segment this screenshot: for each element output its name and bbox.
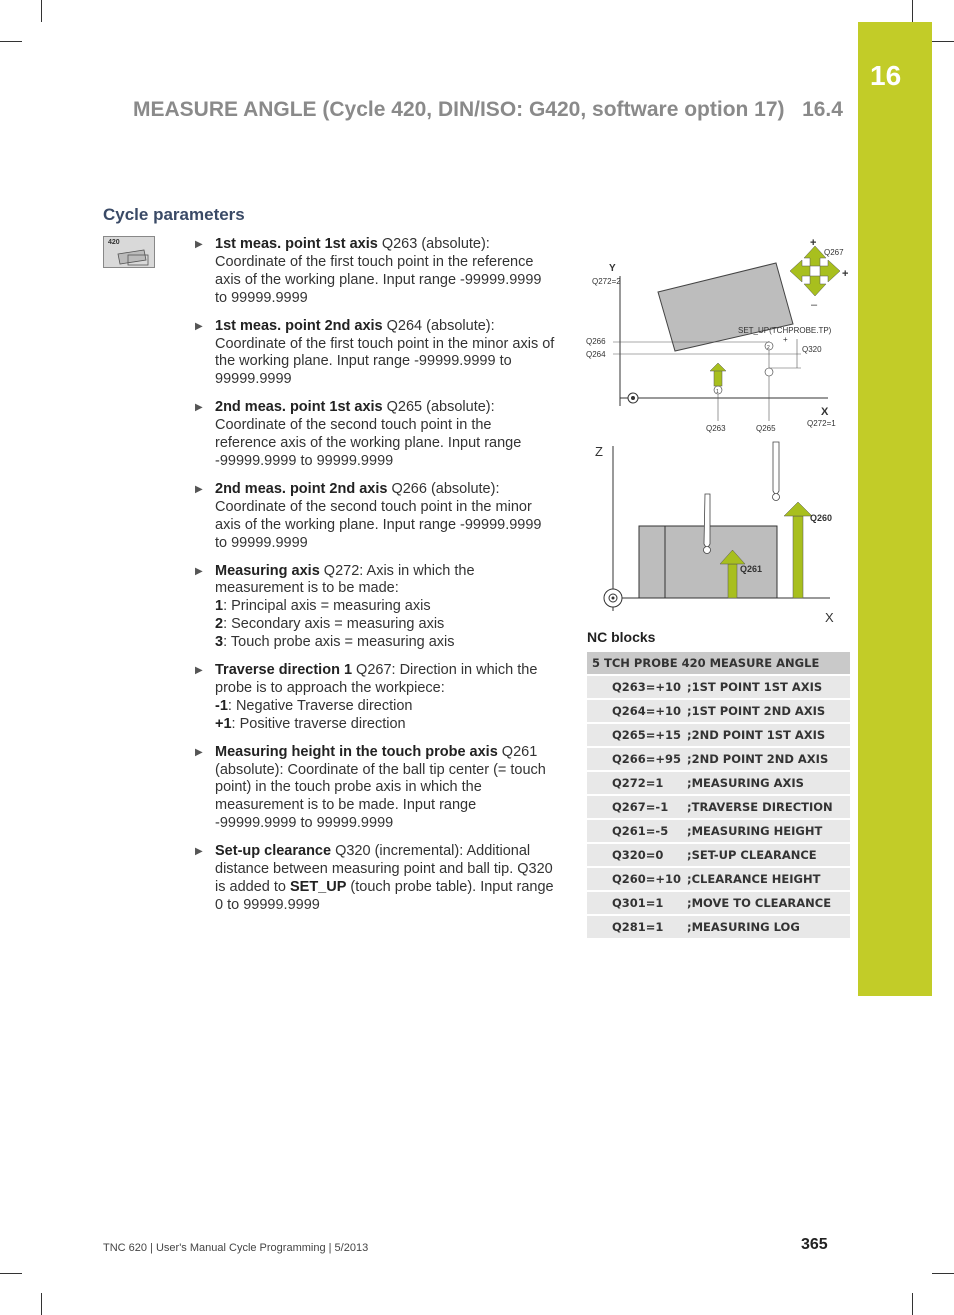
- bullet-arrow-icon: ▶: [195, 239, 203, 250]
- parameter-desc-bold: SET_UP: [289, 879, 347, 895]
- nc-code: Q261=-5: [587, 819, 687, 843]
- parameter-list: [195, 236, 555, 925]
- parameter-name: Traverse direction 1: [215, 662, 353, 679]
- diag-q263: Q263: [706, 424, 726, 433]
- parameter-item: [195, 744, 555, 834]
- table-row: [587, 867, 850, 891]
- nc-code: Q266=+95: [587, 747, 687, 771]
- nc-header: 5 TCH PROBE 420 MEASURE ANGLE: [587, 652, 850, 675]
- diag-q266: Q266: [586, 337, 606, 346]
- bullet-arrow-icon: ▶: [195, 746, 203, 758]
- parameter-name: 2nd meas. point 2nd axis: [215, 480, 388, 497]
- nc-comment: ;TRAVERSE DIRECTION: [687, 795, 850, 819]
- bullet-arrow-icon: ▶: [195, 320, 203, 332]
- parameter-name: 2nd meas. point 1st axis: [215, 399, 383, 416]
- bullet-arrow-icon: ▶: [195, 565, 203, 577]
- diag-q272-2: Q272=2: [592, 277, 621, 286]
- crop-mark: [932, 41, 954, 42]
- crop-mark: [41, 1293, 42, 1315]
- diag-q272-1: Q272=1: [807, 419, 836, 428]
- diag-point-2: 2: [767, 345, 770, 351]
- diag-point-1: 1: [716, 389, 719, 395]
- diag-plus: +: [783, 335, 788, 344]
- option-text: : Positive traverse direction: [231, 715, 406, 732]
- parameter-desc: Q320 (incremental): Additional distance between measuring point and ball tip. Q320 is added to: [215, 843, 553, 895]
- parameter-desc: Q264 (absolute): Coordinate of the first touch point in the minor axis of the working plane. Input range -99999.9999 to 99999.9999: [215, 317, 555, 388]
- table-row: [587, 675, 850, 699]
- crop-mark: [0, 41, 22, 42]
- parameter-desc: Q267: Direction in which the probe is to approach the workpiece:: [215, 662, 538, 696]
- crop-mark: [912, 0, 913, 22]
- bullet-arrow-icon: ▶: [195, 846, 203, 858]
- header-section-number: 16.4: [802, 98, 843, 121]
- table-row: [587, 795, 850, 819]
- parameter-item: [195, 481, 555, 553]
- diag-q265: Q265: [756, 424, 776, 433]
- table-row: [587, 771, 850, 795]
- table-row: [587, 723, 850, 747]
- diag-q260: Q260: [810, 513, 833, 523]
- diag-q261: Q261: [740, 564, 763, 574]
- crop-mark: [912, 1293, 913, 1315]
- crop-mark: [0, 1273, 22, 1274]
- parameter-item: [195, 318, 555, 390]
- nc-comment: ;SET-UP CLEARANCE: [687, 843, 850, 867]
- parameter-item: [195, 662, 555, 734]
- page-number: 365: [801, 1236, 828, 1253]
- workpiece: [658, 263, 793, 351]
- parameter-desc: Q265 (absolute): Coordinate of the second touch point in the reference axis of the working plane. Input range -99999.9999 to 99999.9999: [215, 399, 522, 469]
- diag-q267: Q267: [824, 248, 844, 257]
- nc-comment: ;MEASURING AXIS: [687, 771, 850, 795]
- diag-q320: Q320: [802, 345, 822, 354]
- option-key: 3: [215, 634, 224, 651]
- nc-comment: ;MEASURING LOG: [687, 915, 850, 939]
- cycle-icon-label: 420: [108, 239, 120, 246]
- option-key: 2: [215, 616, 224, 633]
- nc-blocks-table: [587, 652, 850, 940]
- parameter-desc-cont: (touch probe table). Input range 0 to 99999.9999: [215, 879, 554, 913]
- parameter-name: 1st meas. point 2nd axis: [215, 317, 383, 334]
- diag-q264: Q264: [586, 350, 606, 359]
- parameter-item: [195, 843, 555, 915]
- table-row: [587, 915, 850, 939]
- diag-minus-bottom: –: [811, 299, 818, 311]
- parameter-desc: Q261 (absolute): Coordinate of the ball tip center (= touch point) in the touch probe axis in which the measurement is to be made. Input range -99999.9999 to 99999.9999: [215, 743, 546, 832]
- nc-code: Q265=+15: [587, 723, 687, 747]
- cycle-420-icon: [103, 236, 155, 268]
- option-text: : Principal axis = measuring axis: [223, 598, 431, 615]
- page-header: [133, 98, 843, 122]
- diag-plus-right: +: [842, 268, 849, 280]
- option-key: 1: [215, 598, 224, 615]
- table-row: [587, 843, 850, 867]
- chapter-tab: [858, 22, 932, 996]
- nc-blocks-title: NC blocks: [587, 629, 656, 645]
- chapter-number: 16: [870, 60, 902, 91]
- table-row: [587, 819, 850, 843]
- parameter-desc: Q263 (absolute): Coordinate of the first touch point in the reference axis of the working plane. Input range -99999.9999 to 99999.9999: [215, 236, 542, 306]
- diag-plus-top: +: [810, 237, 817, 249]
- nc-comment: ;CLEARANCE HEIGHT: [687, 867, 850, 891]
- parameter-name: Measuring axis: [215, 562, 320, 579]
- nc-code: Q267=-1: [587, 795, 687, 819]
- nc-code: Q260=+10: [587, 867, 687, 891]
- section-title: Cycle parameters: [103, 205, 245, 224]
- option-text: : Secondary axis = measuring axis: [223, 616, 445, 633]
- nc-code: Q264=+10: [587, 699, 687, 723]
- nc-code: Q301=1: [587, 891, 687, 915]
- bullet-arrow-icon: ▶: [195, 483, 203, 495]
- parameter-name: Measuring height in the touch probe axis: [215, 743, 498, 760]
- parameter-desc: Q272: Axis in which the measurement is to be made:: [215, 562, 475, 597]
- footer-text: TNC 620 | User's Manual Cycle Programming | 5/2013: [103, 1242, 369, 1254]
- parameter-item: [195, 236, 555, 308]
- table-row: [587, 891, 850, 915]
- crop-mark: [932, 1273, 954, 1274]
- option-text: : Negative Traverse direction: [227, 697, 413, 714]
- parameter-desc: Q266 (absolute): Coordinate of the second touch point in the minor axis of the working plane. Input range -99999.9999 to 99999.9999: [215, 480, 542, 551]
- option-key: -1: [215, 697, 228, 714]
- bullet-arrow-icon: ▶: [195, 402, 203, 414]
- table-row: [587, 699, 850, 723]
- diag-y-axis: Y: [609, 263, 616, 274]
- diagram: [583, 236, 853, 628]
- nc-code: Q281=1: [587, 915, 687, 939]
- nc-comment: ;1ST POINT 2ND AXIS: [687, 699, 850, 723]
- header-title: MEASURE ANGLE (Cycle 420, DIN/ISO: G420, software option 17): [133, 98, 785, 121]
- nc-comment: ;1ST POINT 1ST AXIS: [687, 675, 850, 699]
- diag-z-axis: Z: [595, 444, 603, 459]
- nc-code: Q320=0: [587, 843, 687, 867]
- diag-x-axis-bottom: X: [825, 610, 834, 625]
- nc-comment: ;2ND POINT 2ND AXIS: [687, 747, 850, 771]
- nc-comment: ;MEASURING HEIGHT: [687, 819, 850, 843]
- parameter-item: [195, 399, 555, 471]
- nc-comment: ;MOVE TO CLEARANCE: [687, 891, 850, 915]
- diag-x-axis: X: [821, 406, 829, 418]
- parameter-name: 1st meas. point 1st axis: [215, 236, 378, 252]
- nc-code: Q272=1: [587, 771, 687, 795]
- table-row: [587, 747, 850, 771]
- nc-code: Q263=+10: [587, 675, 687, 699]
- option-text: : Touch probe axis = measuring axis: [223, 634, 455, 651]
- nc-comment: ;2ND POINT 1ST AXIS: [687, 723, 850, 747]
- bullet-arrow-icon: ▶: [195, 665, 203, 677]
- parameter-item: [195, 563, 555, 653]
- diag-setup: SET_UP(TCHPROBE.TP): [738, 326, 832, 335]
- parameter-name: Set-up clearance: [215, 843, 332, 860]
- crop-mark: [41, 0, 42, 22]
- option-key: +1: [215, 715, 232, 732]
